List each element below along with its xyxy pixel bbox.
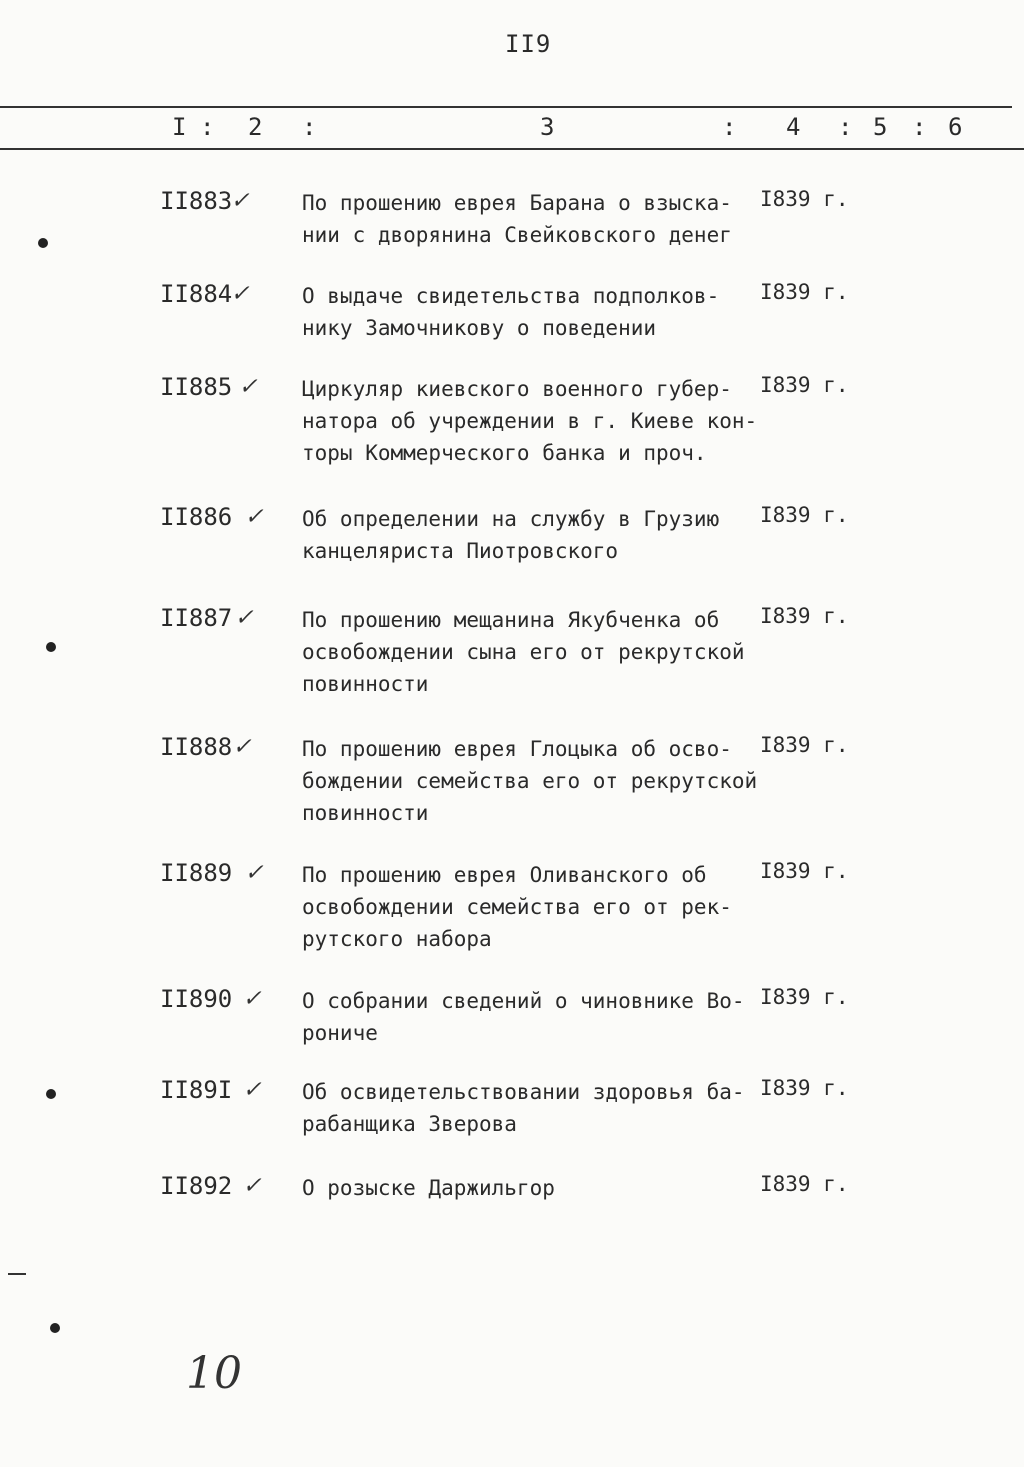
entry-year: I839 г.	[760, 859, 849, 883]
column-separator: :	[302, 113, 317, 141]
entry-number: II885	[160, 373, 233, 401]
column-separator: :	[722, 113, 737, 141]
check-mark-icon: ✓	[240, 371, 256, 401]
entry-number: II892	[160, 1172, 233, 1200]
column-header-4: 4	[786, 113, 801, 141]
entry-year: I839 г.	[760, 280, 849, 304]
entry-description: По прошению мещанина Якубченка об освобождении сына его от рекрутской повинности	[302, 608, 745, 696]
handwritten-note: 10	[186, 1348, 242, 1399]
punch-hole-dot	[38, 238, 48, 248]
entry-number: II887	[160, 604, 233, 632]
entry-year: I839 г.	[760, 604, 849, 628]
page-number: II9	[505, 30, 552, 58]
column-separator: :	[200, 113, 215, 141]
check-mark-icon: ✓	[246, 857, 262, 887]
column-header-1: I	[172, 113, 187, 141]
margin-mark	[8, 1273, 26, 1275]
column-header-6: 6	[948, 113, 963, 141]
check-mark-icon: ✓	[236, 602, 252, 632]
entry-description: Об определении на службу в Грузию канцеляриста Пиотровского	[302, 507, 720, 563]
entry-year: I839 г.	[760, 187, 849, 211]
check-mark-icon: ✓	[246, 501, 262, 531]
entry-number: II884	[160, 280, 233, 308]
entry-description: О выдаче свидетельства подполков- нику Замочникову о поведении	[302, 284, 720, 340]
entry-year: I839 г.	[760, 985, 849, 1009]
entry-description: По прошению еврея Глоцыка об осво- бождении семейства его от рекрутской повинности	[302, 737, 758, 825]
column-separator: :	[912, 113, 927, 141]
column-separator: :	[838, 113, 853, 141]
entry-description: По прошению еврея Оливанского об освобождении семейства его от рек- рутского набора	[302, 863, 732, 951]
entry-description: Об освидетельствовании здоровья ба- рабанщика Зверова	[302, 1080, 745, 1136]
entry-year: I839 г.	[760, 503, 849, 527]
header-rule-bottom	[0, 148, 1024, 150]
header-rule-top	[0, 106, 1012, 108]
entry-year: I839 г.	[760, 373, 849, 397]
column-header-2: 2	[248, 113, 263, 141]
entry-year: I839 г.	[760, 1172, 849, 1196]
check-mark-icon: ✓	[232, 185, 248, 215]
column-header-5: 5	[873, 113, 888, 141]
entry-year: I839 г.	[760, 1076, 849, 1100]
entry-number: II888	[160, 733, 233, 761]
punch-hole-dot	[50, 1323, 60, 1333]
check-mark-icon: ✓	[244, 1074, 260, 1104]
entry-description: Циркуляр киевского военного губер- натора об учреждении в г. Киеве кон- торы Коммерческого банка и проч.	[302, 377, 758, 465]
check-mark-icon: ✓	[232, 278, 248, 308]
entry-number: II89I	[160, 1076, 233, 1104]
entry-description: О собрании сведений о чиновнике Во- рониче	[302, 989, 745, 1045]
punch-hole-dot	[46, 1089, 56, 1099]
entry-number: II886	[160, 503, 233, 531]
entry-year: I839 г.	[760, 733, 849, 757]
entry-number: II883	[160, 187, 233, 215]
punch-hole-dot	[46, 642, 56, 652]
column-header-3: 3	[540, 113, 555, 141]
check-mark-icon: ✓	[244, 983, 260, 1013]
check-mark-icon: ✓	[244, 1170, 260, 1200]
entry-number: II889	[160, 859, 233, 887]
entry-description: О розыске Даржильгор	[302, 1176, 555, 1200]
check-mark-icon: ✓	[234, 731, 250, 761]
entry-description: По прошению еврея Барана о взыска- нии с дворянина Свейковского денег	[302, 191, 732, 247]
entry-number: II890	[160, 985, 233, 1013]
